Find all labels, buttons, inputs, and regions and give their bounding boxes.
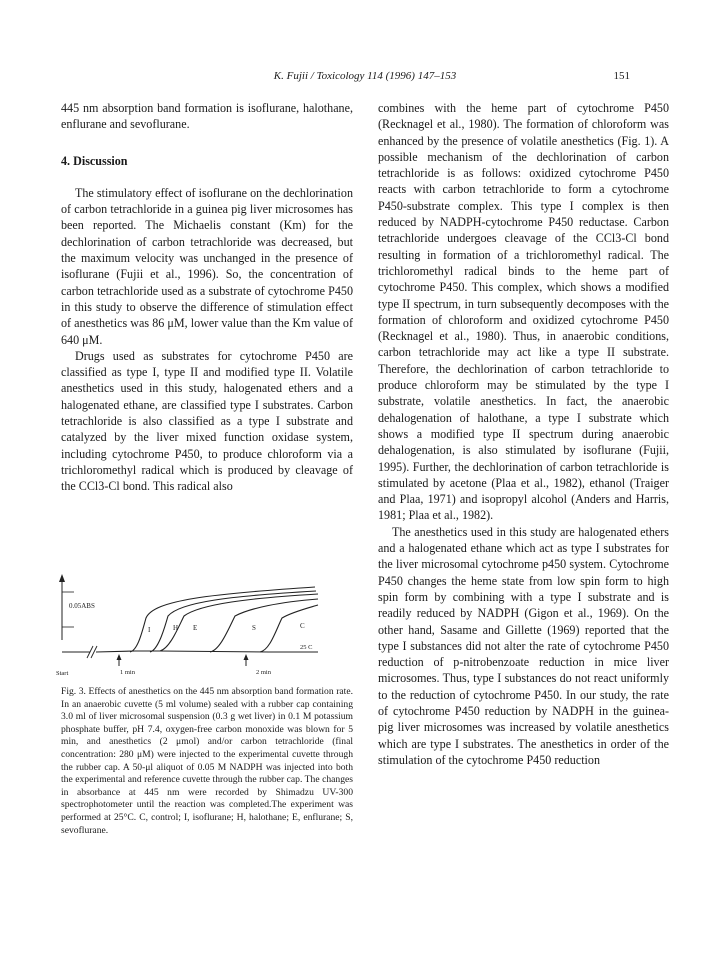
time-label-1min: 1 min [120, 669, 135, 676]
right-paragraph-1: combines with the heme part of cytochrome P450 (Recknagel et al., 1980). The formation of chloroform was enhanced by the presence of volatile anesthetics (Fig. 1). A possible mechanism of the dechlorination of carbon tetrachloride is as follows: oxidized cytochrome P450 reacts with carbon tetrachloride to form a cytochrome P450-substrate complex. This type I complex is then reduced by NADPH-cytochrome P450 reductase. Carbon tetrachloride undergoes cleavage of the CCl3-Cl bond resulting in formation of a trichloromethyl radical. The trichloromethyl radical binds to the heme part of cytochrome P450. This complex, which shows a modified type II spectrum, in turn subsequently decomposes with the formation of chloroform and oxidized cytochrome P450 (Recknagel et al., 1980). Thus, in anaerobic conditions, carbon tetrachloride may act like a type II substrate. Therefore, the dechlorination of carbon tetrachloride to produce chloroform may be stimulated by the type I substrate, volatile anesthetics. In fact, the anaerobic dehalogenation of halothane, a type I substrate which shows a modified type II spectrum during anaerobic dehalogenation, is also stimulated by isoflurane (Fujii, 1995). Further, the dechlorination of carbon tetrachloride is stimulated by acetone (Plaa et al., 1982), ethanol (Traiger and Plaa, 1971) and isopropyl alcohol (Anders and Harris, 1981; Plaa et al., 1982). [378, 101, 669, 523]
paragraph-continued: 445 nm absorption band formation is isoflurane, halothane, enflurane and sevoflurane. [61, 101, 353, 132]
trace-halothane [150, 591, 316, 652]
curve-label-H: H [173, 624, 179, 632]
scale-label: 0.05ABS [69, 602, 95, 610]
injection-arrow-head-2 [244, 654, 249, 660]
trace-baseline-continued [160, 651, 318, 652]
start-label: Start [56, 670, 69, 677]
time-label-2min: 2 min [256, 669, 271, 676]
curve-label-I: I [148, 626, 151, 634]
curve-label-C: C [300, 622, 305, 630]
temperature-label: 25 C [300, 644, 313, 651]
left-column [61, 100, 353, 495]
page-number: 151 [613, 70, 630, 82]
discussion-paragraph-1: The stimulatory effect of isoflurane on the dechlorination of carbon tetrachloride in a guinea pig liver microsomes has been reported. The Michaelis constant (Km) for the dechlorination of carbon tetrachloride was decreased, but the maximum velocity was unchanged in the presence of isoflurane (Fujii et al., 1996). So, the concentration of carbon tetrachloride used as a substrate of cytochrome P450 in this study to observe the difference of stimulation effect of anesthetics was 86 μM, lower value than the Km value of 640 μM. [61, 185, 353, 347]
figure-3-traces [56, 572, 352, 682]
absorbance-trace-plot [56, 572, 352, 682]
injection-arrow-head-1 [117, 654, 122, 660]
running-header: K. Fujii / Toxicology 114 (1996) 147–153 [273, 70, 457, 82]
baseline [62, 651, 160, 652]
section-heading: 4. Discussion [61, 153, 128, 168]
scale-arrow-head [59, 574, 65, 582]
trace-isoflurane [130, 587, 315, 652]
discussion-paragraph-2: Drugs used as substrates for cytochrome P450 are classified as type I, type II and modified type II. Volatile anesthetics used in this study, halogenated ethers and a halogenated ethane, are classified type I substrates. Carbon tetrachloride is also classified as a type I substrate and catalyzed by the liver mixed function oxidase system, including cytochrome P450, to produce chloroform via a trichloromethyl radical which is produced by cleavage of the CCl3-Cl bond. This radical also [61, 348, 353, 494]
right-paragraph-2: The anesthetics used in this study are halogenated ethers and a halogenated ethane which act as type I substrates for the liver microsomal cytochrome p450 system. Cytochrome P450 changes the heme state from low spin form to high spin form by combining with a type I substrate and is readily reduced by NADPH (Gigon et al., 1969). On the other hand, Sasame and Gillette (1969) reported that the type I substances did not alter the rate of cytochrome P450 reduction of p-nitrobenzoate reduction in mice liver microsomes. Thus, type I substances do not react uniformly to the reduction of cytochrome P450. In our study, the rate of cytochrome P450 reduction by NADPH in the guinea-pig liver microsomes was increased by volatile anesthetics which are type I substrates. The anesthetics in order of the stimulation of the cytochrome P450 reduction [378, 524, 669, 767]
right-column [378, 100, 669, 768]
figure-caption: Fig. 3. Effects of anesthetics on the 445 nm absorption band formation rate. In an anaerobic cuvette (5 ml volume) sealed with a rubber cap containing 3.0 ml of liver microsomal suspension (0.3 g wet liver) in 0.1 M potassium phosphate buffer, pH 7.4, oxygen-free carbon monoxide was blown for 5 min, and anesthetics (2 μmol) and/or carbon tetrachloride (final concentration: 280 μM) were injected to the experimental cuvette through the rubber cap. A 50-μl aliquot of 0.05 M NADPH was injected into both the experimental and reference cuvette through the rubber cap. The changes in absorbance at 445 nm were recorded by Shimadzu UV-300 spectrophotometer until the reaction was completed.The experiment was performed at 25°C. C, control; I, isoflurane; H, halothane; E, enflurane; S, sevoflurane. [61, 686, 353, 836]
trace-enflurane [160, 594, 318, 651]
curve-label-E: E [193, 624, 198, 632]
curve-label-S: S [252, 624, 256, 632]
